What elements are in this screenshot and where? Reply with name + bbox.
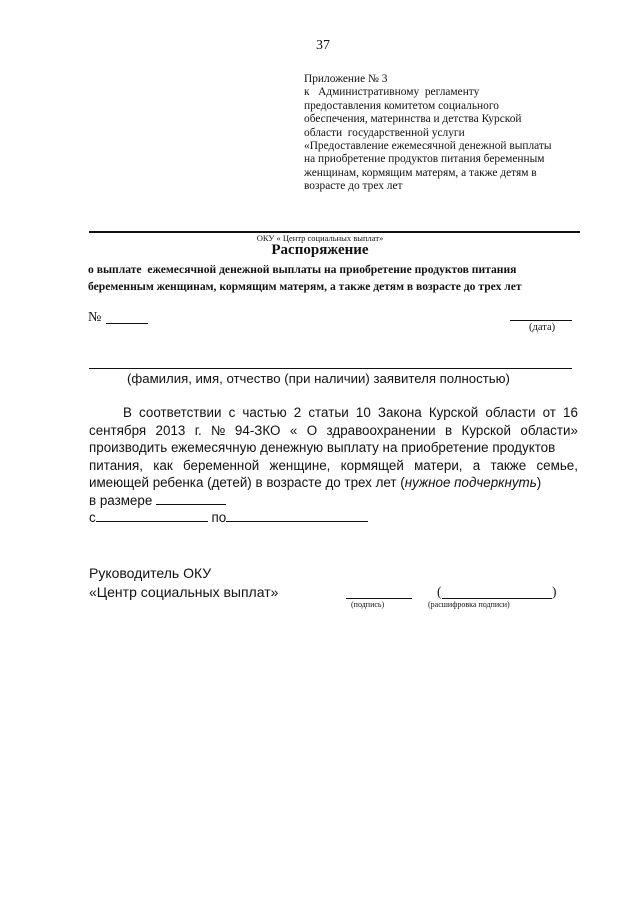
signatory-position: Руководитель ОКУ — [89, 565, 212, 581]
decision-body — [89, 404, 578, 527]
body-word: 10 — [355, 405, 371, 420]
body-word: соответствии — [139, 405, 222, 420]
body-word: « — [289, 422, 298, 438]
date-caption: (дата) — [529, 322, 556, 333]
body-text: ) — [536, 475, 542, 490]
org-caption: ОКУ « Центр социальных выплат» — [256, 233, 384, 243]
from-field-line[interactable] — [96, 509, 208, 522]
appendix-line: на приобретение продуктов питания беременным — [304, 153, 545, 166]
body-word: женщине, — [269, 457, 331, 473]
body-word: 2 — [293, 405, 302, 420]
body-word: статьи — [308, 405, 349, 420]
body-line: производить ежемесячную денежную выплату на приобретение продуктов — [89, 440, 556, 455]
body-word: 16 — [563, 405, 578, 420]
body-word: Закона — [377, 405, 422, 420]
body-word: как — [153, 457, 173, 473]
body-line — [89, 474, 578, 492]
signature-caption: (подпись) — [351, 600, 385, 609]
subtitle-line: о выплате ежемесячной денежной выплаты на приобретение продуктов питания — [88, 263, 517, 276]
body-text: имеющей ребенка (детей) в возрасте до трех лет ( — [89, 475, 405, 490]
body-word: № — [211, 422, 226, 438]
body-line — [89, 422, 578, 440]
signature-decode-caption: (расшифровка подписи) — [428, 600, 510, 609]
body-word: питания, — [89, 457, 144, 473]
appendix-line: женщинам, кормящим матерям, а также детям в — [304, 166, 537, 179]
body-word: г. — [194, 422, 202, 438]
body-word: 2013 — [155, 422, 186, 438]
document-subtitle — [88, 261, 522, 295]
signatory — [89, 564, 278, 602]
body-word: области — [485, 405, 536, 420]
body-word: семье, — [536, 457, 578, 473]
subtitle-line: беременным женщинам, кормящим матерям, а также детям в возрасте до трех лет — [88, 280, 522, 293]
body-word: области» — [520, 422, 578, 438]
body-word: от — [542, 405, 556, 420]
body-line — [89, 457, 578, 475]
body-word: матери, — [414, 457, 463, 473]
appendix-header — [304, 73, 552, 194]
from-label: с — [89, 510, 96, 525]
signatory-organization: «Центр социальных выплат» — [89, 584, 279, 600]
amount-label: в размере — [89, 492, 153, 508]
document-title: Распоряжение — [271, 242, 369, 258]
to-label: по — [211, 510, 227, 525]
applicant-name-line[interactable] — [89, 368, 572, 369]
body-word: с — [228, 405, 236, 420]
body-word: В — [123, 405, 132, 420]
signature-decode-field-line[interactable] — [442, 598, 552, 599]
appendix-line: «Предоставление ежемесячной денежной выплаты — [304, 140, 552, 153]
body-word: здравоохранении — [326, 422, 436, 438]
body-word: а — [472, 457, 481, 473]
applicant-name-caption: (фамилия, имя, отчество (при наличии) заявителя полностью) — [127, 371, 510, 386]
period-row — [89, 509, 578, 527]
body-word: 94-ЗКО — [234, 422, 281, 438]
body-line — [89, 404, 578, 422]
body-word: беременной — [183, 457, 260, 473]
page-number: 37 — [316, 38, 330, 53]
body-word: кормящей — [340, 457, 404, 473]
number-label: № — [88, 310, 102, 325]
body-italic-note: нужное подчеркнуть — [404, 475, 537, 490]
appendix-line: обеспечения, материнства и детства Курской — [304, 113, 522, 126]
body-word: Курской — [428, 405, 479, 420]
body-word: О — [306, 422, 318, 438]
decode-close-paren: ) — [552, 584, 557, 599]
appendix-line: возрасте до трех лет — [304, 180, 403, 193]
body-word: Курской — [461, 422, 511, 438]
body-word: в — [445, 422, 453, 438]
decode-open-paren: ( — [437, 584, 442, 599]
appendix-line: Приложение № 3 — [304, 73, 388, 85]
amount-field-line[interactable] — [156, 492, 226, 505]
number-field-line[interactable] — [106, 323, 148, 324]
body-word: сентября — [89, 422, 147, 438]
amount-row — [89, 492, 578, 510]
body-word: также — [490, 457, 527, 473]
date-field-line[interactable] — [510, 320, 572, 321]
to-field-line[interactable] — [226, 509, 368, 522]
appendix-line: к Административному регламенту — [304, 86, 480, 99]
signature-field-line[interactable] — [346, 598, 412, 599]
body-word: частью — [242, 405, 287, 420]
appendix-line: области государственной услуги — [304, 126, 465, 139]
appendix-line: предоставления комитетом социального — [304, 99, 499, 112]
